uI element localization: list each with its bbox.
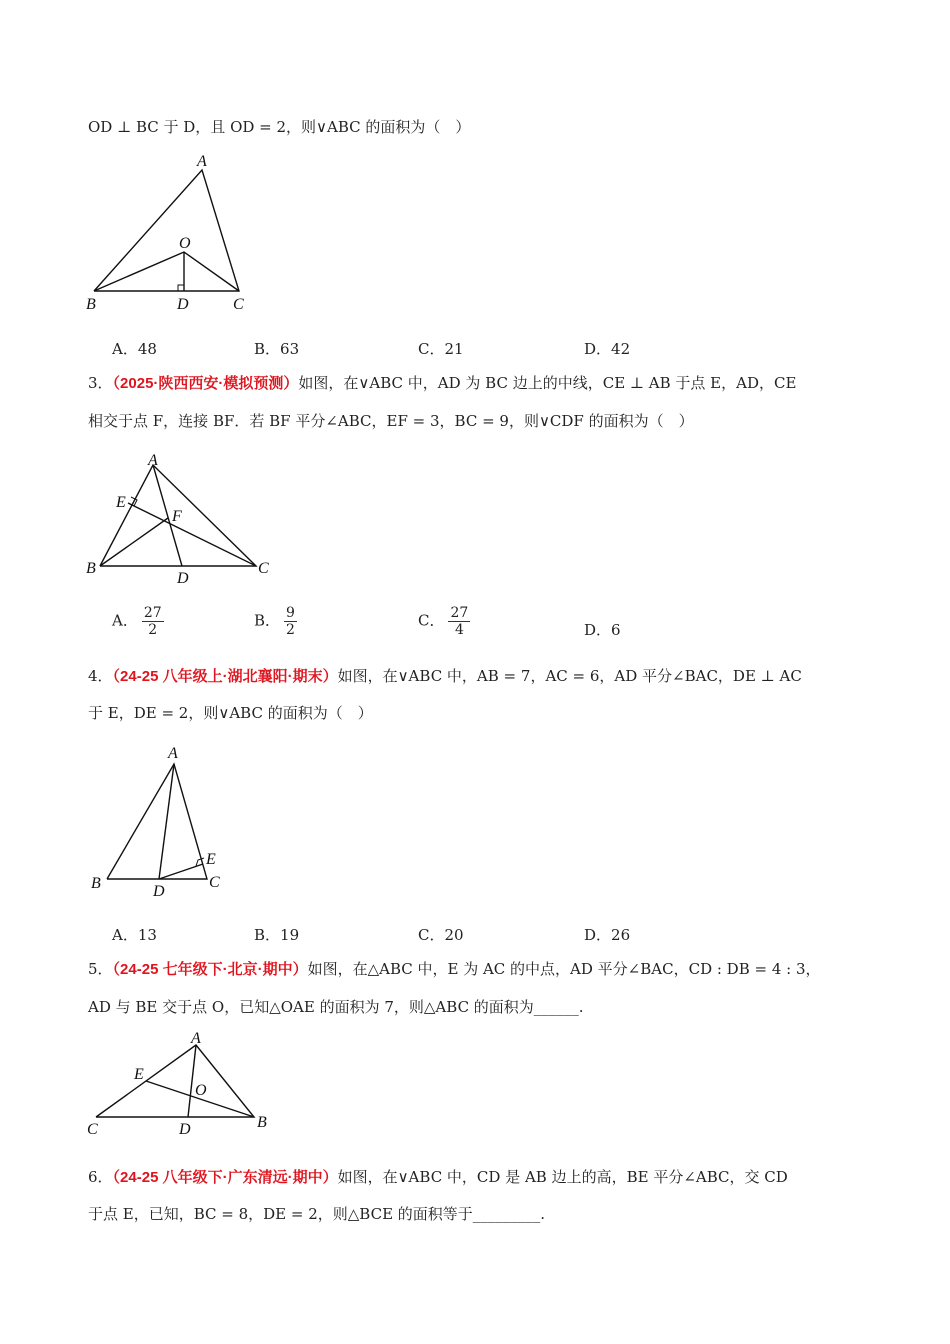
option-key: D． <box>584 926 612 944</box>
label-b: B <box>86 296 96 313</box>
question-text: 如图，在△ABC 中，E 为 AC 的中点，AD 平分∠BAC，CD : DB = 4 : 3， <box>307 960 821 978</box>
option-key: C． <box>418 611 445 630</box>
question-text: 如图，在∨ABC 中，AD 为 BC 边上的中线，CE ⊥ AB 于点 E，AD，CE <box>298 374 797 392</box>
label-c: C <box>258 560 269 577</box>
q4-option-c[interactable] <box>418 924 464 945</box>
option-value: 63 <box>280 340 300 358</box>
q6-line-1 <box>88 1167 788 1188</box>
question-number: 4． <box>88 667 113 685</box>
right-angle-mark <box>178 285 184 291</box>
option-value: 20 <box>444 926 464 944</box>
q3-option-c[interactable] <box>418 605 470 638</box>
q5-line-2: AD 与 BE 交于点 O，已知△OAE 的面积为 7，则△ABC 的面积为______. <box>88 998 584 1016</box>
q2-figure <box>86 153 244 313</box>
q4-option-d[interactable] <box>584 924 630 945</box>
option-value: 13 <box>137 926 157 944</box>
question-text: 如图，在∨ABC 中，CD 是 AB 边上的高，BE 平分∠ABC，交 CD <box>337 1168 788 1186</box>
numerator: 27 <box>450 605 469 621</box>
segment-de <box>159 864 203 879</box>
option-key: C． <box>418 926 445 944</box>
numerator: 9 <box>286 605 295 621</box>
fraction <box>284 605 297 638</box>
q3-option-b[interactable] <box>254 605 297 638</box>
q2-option-a[interactable] <box>112 338 157 359</box>
label-f: F <box>172 508 182 525</box>
option-key: B． <box>254 611 281 630</box>
fraction <box>448 605 470 638</box>
label-a: A <box>191 1030 201 1047</box>
triangle-abc <box>94 170 239 291</box>
triangle-abc <box>107 764 207 879</box>
q2-option-c[interactable] <box>418 338 464 359</box>
option-key: A． <box>112 611 138 630</box>
q4-line-1 <box>88 666 802 687</box>
denominator: 2 <box>286 622 295 638</box>
question-number: 3． <box>88 374 113 392</box>
option-value: 42 <box>611 340 631 358</box>
label-c: C <box>209 874 220 891</box>
segment-ce <box>128 503 256 566</box>
question-source: （24-25 八年级下·广东清远·期中） <box>112 1169 338 1186</box>
question-source: （24-25 七年级下·北京·期中） <box>112 961 308 978</box>
q3-option-d[interactable] <box>584 619 621 640</box>
label-o: O <box>179 235 191 252</box>
label-a: A <box>197 153 207 170</box>
q4-option-a[interactable] <box>112 924 157 945</box>
denominator: 2 <box>148 622 158 638</box>
label-e: E <box>206 851 216 868</box>
fraction <box>142 605 164 638</box>
label-d: D <box>179 1121 191 1138</box>
option-key: C． <box>418 340 445 358</box>
q3-option-a[interactable] <box>112 605 164 638</box>
segment-bf <box>100 518 168 566</box>
option-value: 26 <box>611 926 631 944</box>
question-text: 如图，在∨ABC 中，AB = 7，AC = 6，AD 平分∠BAC，DE ⊥ AC <box>337 667 802 685</box>
q3-line-1 <box>88 373 796 394</box>
option-key: D． <box>584 340 612 358</box>
option-value: 21 <box>444 340 464 358</box>
option-value: 6 <box>611 621 621 639</box>
option-key: D． <box>584 621 612 639</box>
segment-ad <box>188 1045 196 1117</box>
q4-option-b[interactable] <box>254 924 299 945</box>
option-key: A． <box>112 340 138 358</box>
q2-text-line: OD ⊥ BC 于 D，且 OD = 2，则∨ABC 的面积为（ ） <box>88 118 471 136</box>
q4-figure <box>91 745 220 900</box>
option-key: B． <box>254 926 281 944</box>
segments-bo-oc <box>94 252 239 291</box>
question-source: （24-25 八年级上·湖北襄阳·期末） <box>112 668 338 685</box>
label-e: E <box>116 494 126 511</box>
denominator: 4 <box>454 622 464 638</box>
question-number: 5． <box>88 960 113 978</box>
segment-ad <box>159 764 174 879</box>
option-value: 48 <box>137 340 157 358</box>
label-d: D <box>153 883 165 900</box>
label-d: D <box>177 570 189 587</box>
option-value: 19 <box>280 926 300 944</box>
label-b: B <box>257 1114 267 1131</box>
option-key: B． <box>254 340 281 358</box>
q3-line-2: 相交于点 F，连接 BF．若 BF 平分∠ABC，EF = 3，BC = 9，则∨CDF 的面积为（ ） <box>88 412 694 430</box>
q4-line-2: 于 E，DE = 2，则∨ABC 的面积为（ ） <box>88 704 373 722</box>
label-c: C <box>87 1121 98 1138</box>
label-b: B <box>86 560 96 577</box>
label-o: O <box>195 1082 207 1099</box>
triangle-abc <box>96 1045 254 1117</box>
q6-line-2: 于点 E，已知，BC = 8，DE = 2，则△BCE 的面积等于_________. <box>88 1205 546 1223</box>
label-c: C <box>233 296 244 313</box>
q5-line-1 <box>88 959 821 980</box>
question-source: （2025·陕西西安·模拟预测） <box>112 375 299 392</box>
numerator: 27 <box>143 605 162 621</box>
q2-option-b[interactable] <box>254 338 299 359</box>
question-number: 6． <box>88 1168 113 1186</box>
option-key: A． <box>112 926 138 944</box>
label-d: D <box>177 296 189 313</box>
q3-figure <box>86 452 269 587</box>
label-a: A <box>148 452 158 469</box>
q5-figure <box>87 1030 267 1138</box>
q2-option-d[interactable] <box>584 338 630 359</box>
label-b: B <box>91 875 101 892</box>
label-a: A <box>168 745 178 762</box>
label-e: E <box>134 1066 144 1083</box>
